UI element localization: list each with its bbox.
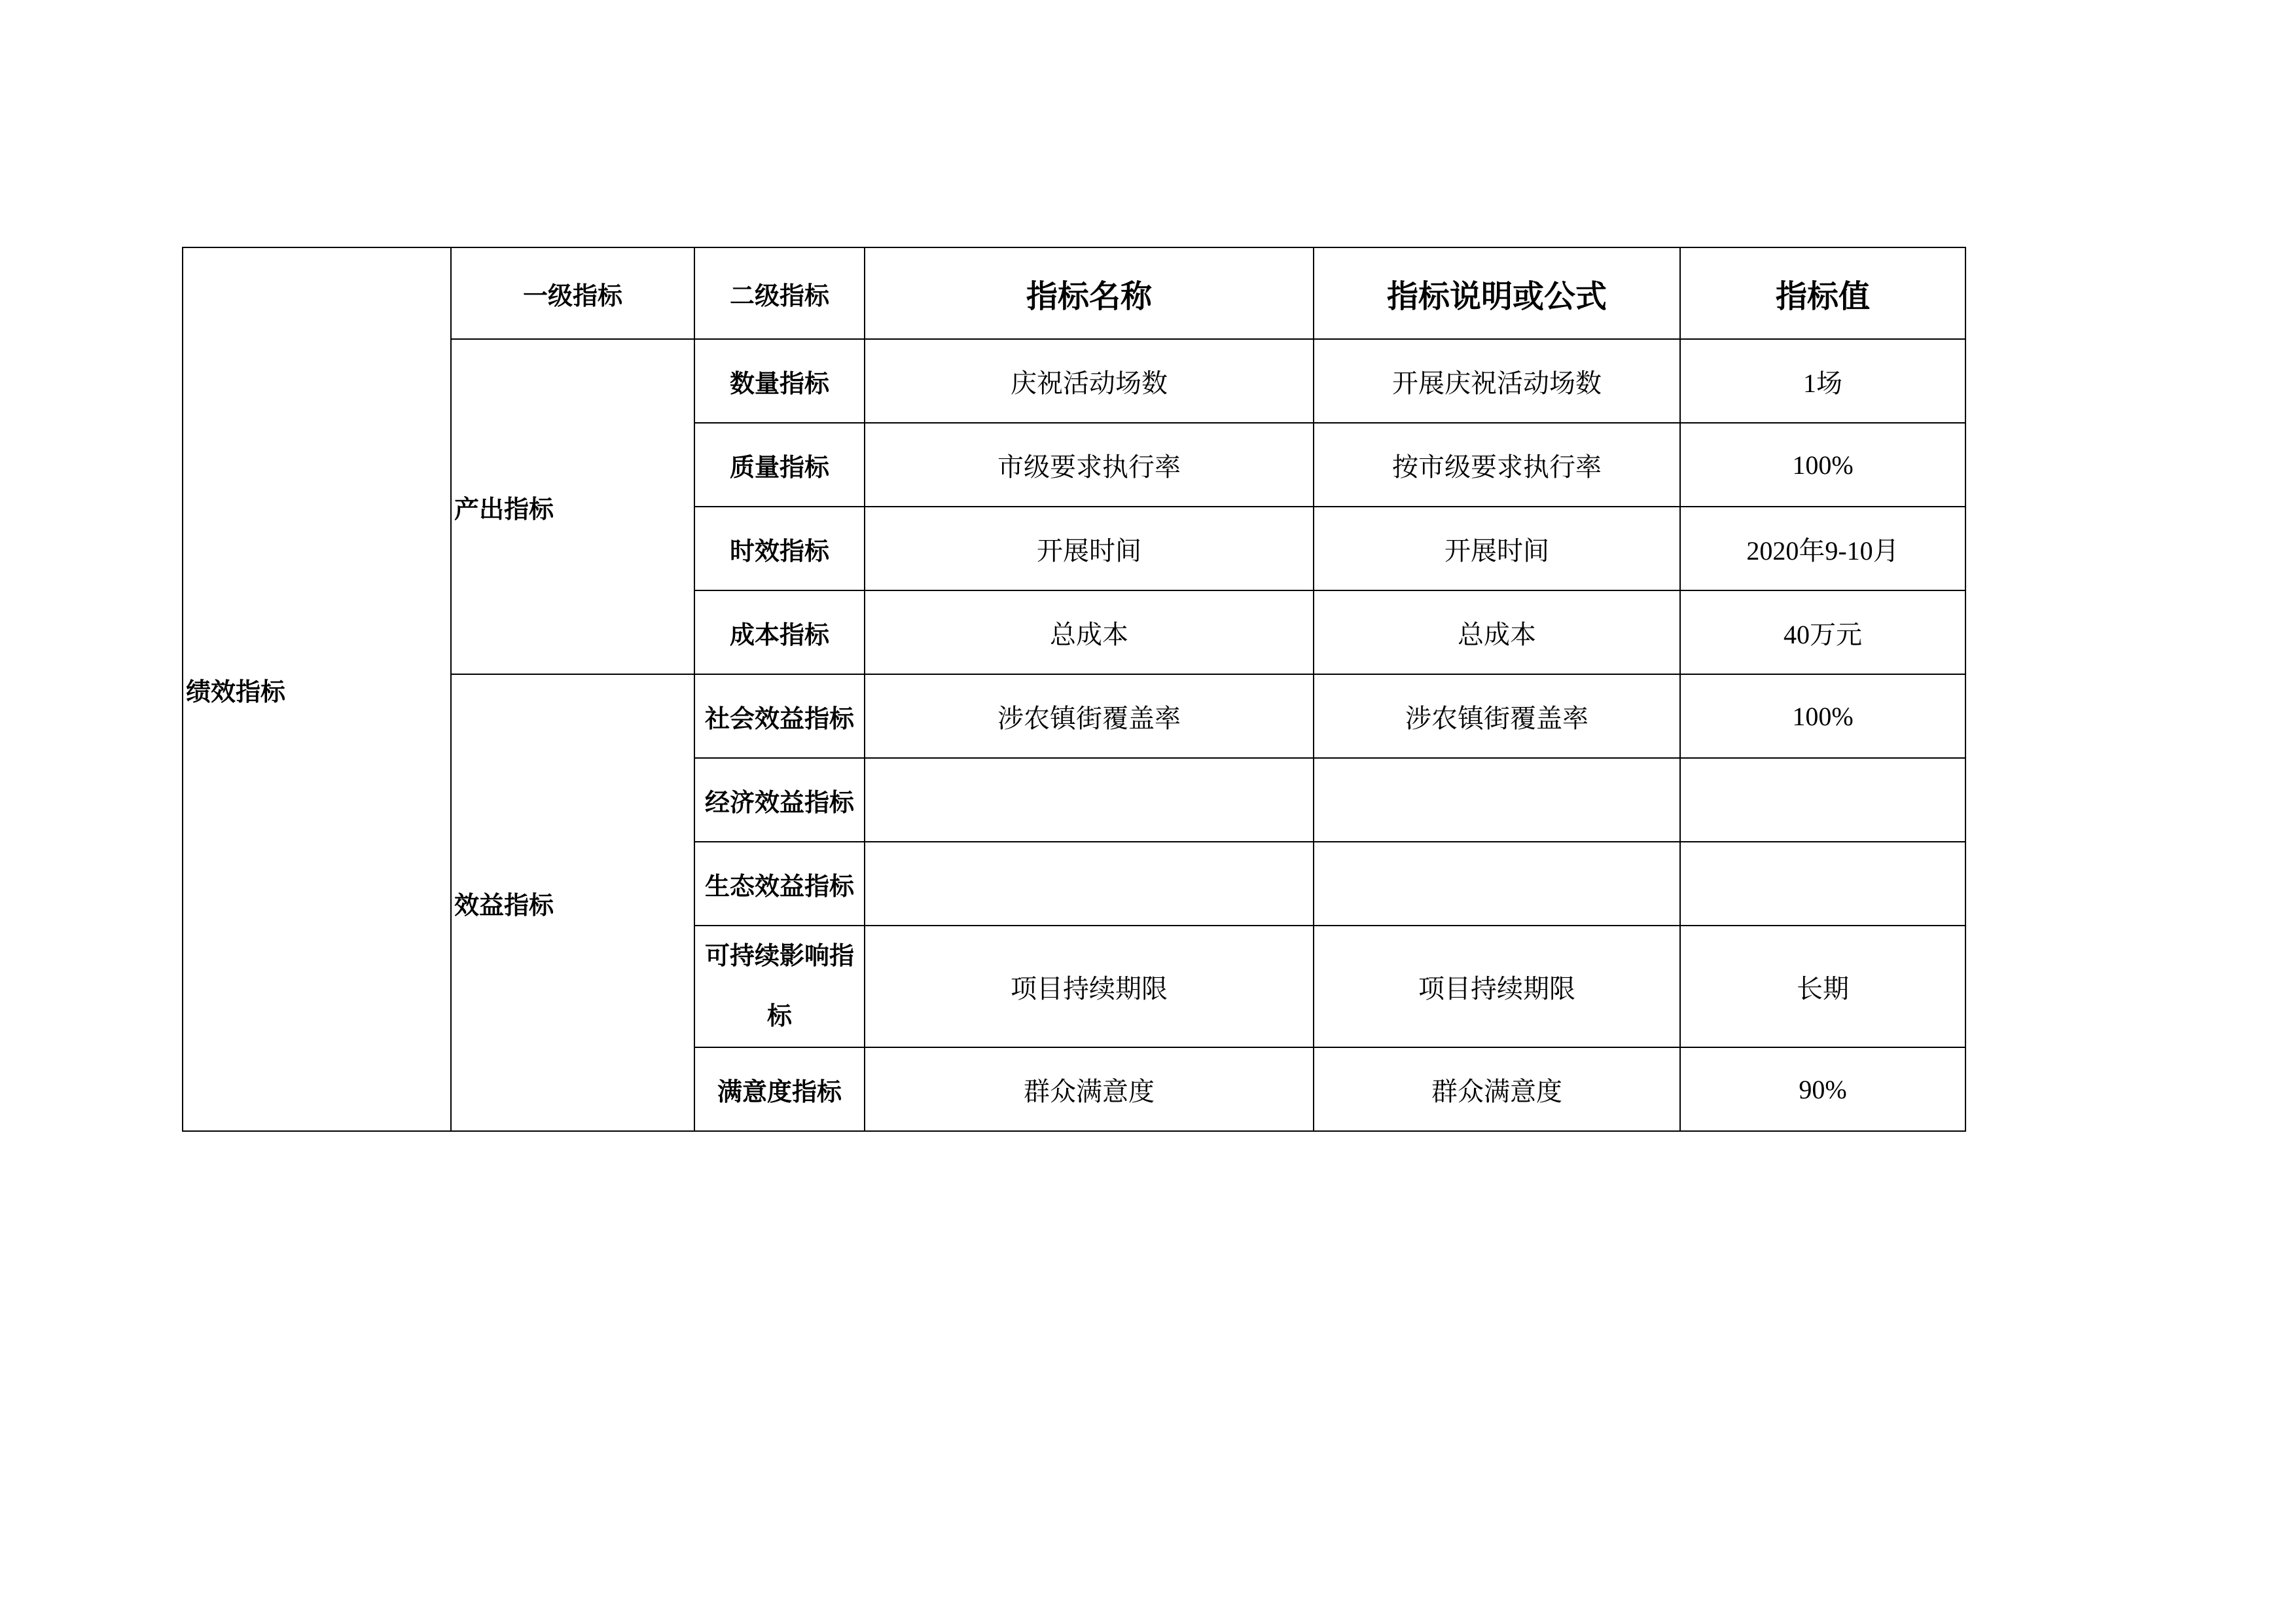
name-cell: 群众满意度 [865,1047,1314,1131]
formula-cell: 总成本 [1314,590,1680,674]
formula-cell: 项目持续期限 [1314,926,1680,1047]
formula-cell [1314,758,1680,842]
name-cell: 庆祝活动场数 [865,339,1314,423]
formula-cell: 群众满意度 [1314,1047,1680,1131]
value-cell: 90% [1680,1047,1965,1131]
value-cell: 100% [1680,674,1965,758]
header-level1: 一级指标 [451,247,694,339]
formula-cell: 开展时间 [1314,507,1680,590]
name-cell: 涉农镇街覆盖率 [865,674,1314,758]
level2-cell: 时效指标 [694,507,865,590]
header-row [183,247,1965,339]
level2-cell: 可持续影响指标 [694,926,865,1047]
value-cell: 长期 [1680,926,1965,1047]
level2-cell: 生态效益指标 [694,842,865,926]
value-cell [1680,842,1965,926]
level1-cell: 产出指标 [451,339,694,674]
name-cell: 开展时间 [865,507,1314,590]
value-cell: 2020年9-10月 [1680,507,1965,590]
formula-cell [1314,842,1680,926]
level2-cell: 成本指标 [694,590,865,674]
name-cell [865,842,1314,926]
level2-cell: 质量指标 [694,423,865,507]
formula-cell: 开展庆祝活动场数 [1314,339,1680,423]
name-cell: 市级要求执行率 [865,423,1314,507]
value-cell: 40万元 [1680,590,1965,674]
level2-cell: 社会效益指标 [694,674,865,758]
header-level2: 二级指标 [694,247,865,339]
section-label: 绩效指标 [183,247,451,1131]
header-value: 指标值 [1680,247,1965,339]
header-name: 指标名称 [865,247,1314,339]
header-formula: 指标说明或公式 [1314,247,1680,339]
name-cell: 总成本 [865,590,1314,674]
level2-cell: 数量指标 [694,339,865,423]
level2-cell: 满意度指标 [694,1047,865,1131]
level1-cell: 效益指标 [451,674,694,1131]
formula-cell: 涉农镇街覆盖率 [1314,674,1680,758]
value-cell: 1场 [1680,339,1965,423]
name-cell: 项目持续期限 [865,926,1314,1047]
name-cell [865,758,1314,842]
value-cell [1680,758,1965,842]
level2-cell: 经济效益指标 [694,758,865,842]
value-cell: 100% [1680,423,1965,507]
formula-cell: 按市级要求执行率 [1314,423,1680,507]
performance-indicator-table [182,247,1966,1132]
